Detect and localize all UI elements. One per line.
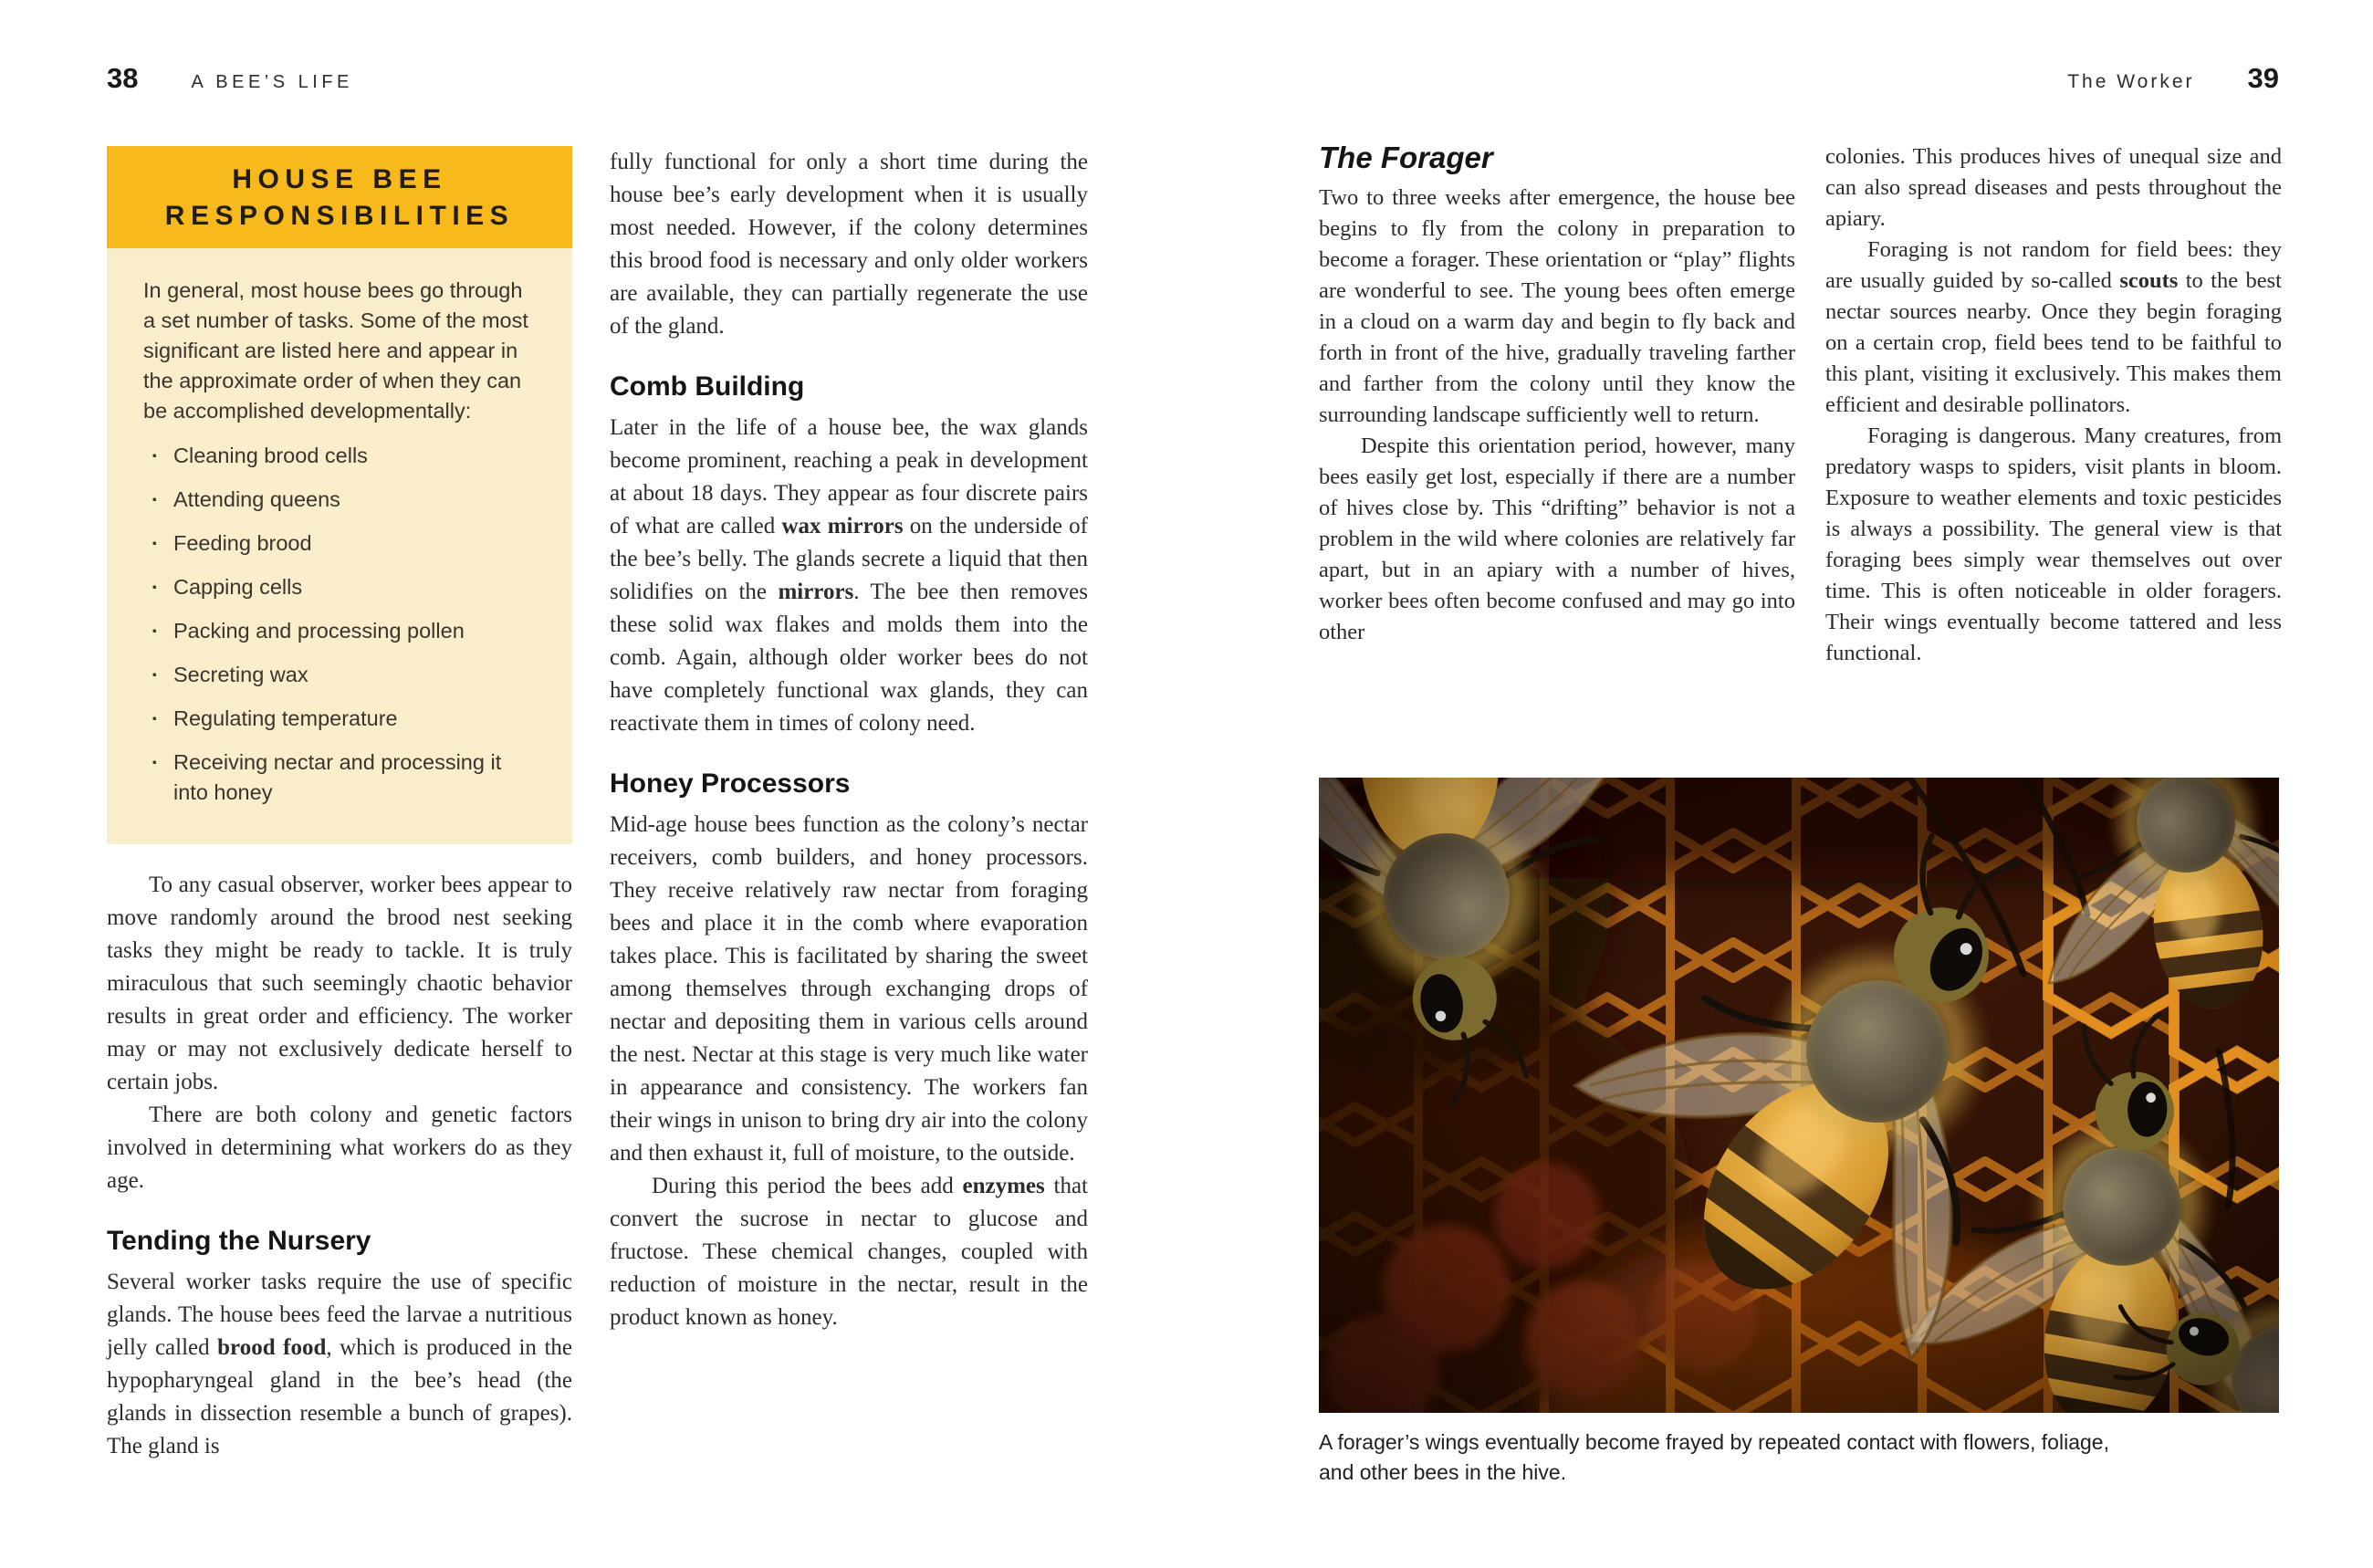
- photo-caption: A forager’s wings eventually become frayed by repeated contact with flowers, foliage, and other bees in the hive.: [1319, 1430, 2109, 1484]
- running-head-left-label: A BEE’S LIFE: [191, 72, 353, 92]
- sidebar-task-list: [143, 441, 536, 808]
- list-item: · Packing and processing pollen: [143, 616, 536, 646]
- sidebar-title-line1: HOUSE BEE: [232, 164, 447, 194]
- body-paragraph: There are both colony and genetic factors involved in determining what workers do as they age.: [107, 1103, 572, 1193]
- sidebar-intro: In general, most house bees go through a set number of tasks. Some of the most significant are listed here and appear in the approximate order of when they can be accomplished developmentally:: [143, 278, 528, 423]
- page-number-left: 38: [107, 62, 139, 94]
- bee-photo: [1319, 778, 2279, 1413]
- list-item: · Regulating temperature: [143, 704, 536, 734]
- page-number-right: 39: [2247, 62, 2279, 94]
- sidebar-title: [107, 146, 572, 248]
- left-column-1: [107, 869, 572, 1463]
- body-paragraph: Despite this orientation period, however, many bees easily get lost, especially if there are a number of hives close by. This “drifting” behavior is not a problem in the wild where colonies are relatively far apart, but in an apiary with a number of hives, worker bees often become confused and may go into other: [1319, 434, 1795, 644]
- body-paragraph: Several worker tasks require the use of specific glands. The house bees feed the larvae a nutritious jelly called brood food, which is produced in the hypopharyngeal gland in the bee’s head (the glands in dissection resemble a bunch of grapes). The gland is: [107, 1270, 572, 1458]
- list-item: · Attending queens: [143, 485, 536, 515]
- list-item: · Secreting wax: [143, 660, 536, 690]
- sidebar-body: [107, 248, 572, 844]
- sidebar-house-bee-responsibilities: [107, 146, 572, 844]
- running-head-right-label: The Worker: [2067, 71, 2195, 92]
- left-column-2: [610, 146, 1088, 1334]
- body-paragraph: Two to three weeks after emergence, the house bee begins to fly from the colony in preparation to become a forager. These orientation or “play” flights are wonderful to see. The young bees often emerge in a cloud on a warm day and begin to fly back and forth in front of the hive, gradually traveling farther and farther from the colony until they know the surrounding landscape sufficiently well to return.: [1319, 185, 1795, 427]
- right-column-1: [1319, 141, 1795, 648]
- running-head-left: [107, 62, 353, 95]
- bee-photo-illustration: [1319, 778, 2279, 1413]
- body-paragraph: Mid-age house bees function as the colony’s nectar receivers, comb builders, and honey processors. They receive relatively raw nectar from foraging bees and place it in the comb where evaporation takes place. This is facilitated by sharing the sweet among themselves through exchanging drops of nectar and depositing them in various cells around the nest. Nectar at this stage is very much like water in appearance and consistency. The workers fan their wings in unison to bring dry air into the colony and then exhaust it, full of moisture, to the outside.: [610, 812, 1088, 1166]
- right-column-2: [1825, 141, 2282, 669]
- body-paragraph: Later in the life of a house bee, the wax glands become prominent, reaching a peak in development at about 18 days. They appear as four discrete pairs of what are called wax mirrors on the underside of the bee’s belly. The glands secrete a liquid that then solidifies on the mirrors. The bee then removes these solid wax flakes and molds them into the comb. Again, although older worker bees do not have completely functional wax glands, they can reactivate them in times of colony need.: [610, 415, 1088, 736]
- section-heading-tending-the-nursery: Tending the Nursery: [107, 1226, 371, 1256]
- list-item: · Cleaning brood cells: [143, 441, 536, 471]
- running-head-right: [2067, 62, 2279, 95]
- body-paragraph: During this period the bees add enzymes that convert the sucrose in nectar to glucose and fructose. These chemical changes, coupled with reduction of moisture in the nectar, result in the product known as honey.: [610, 1174, 1088, 1330]
- list-item: · Receiving nectar and processing it into honey: [143, 747, 536, 808]
- section-heading-honey-processors: Honey Processors: [610, 768, 851, 799]
- list-item: · Capping cells: [143, 572, 536, 602]
- sidebar-title-line2: RESPONSIBILITIES: [164, 201, 515, 231]
- body-paragraph: To any casual observer, worker bees appear to move randomly around the brood nest seeking tasks they might be ready to tackle. It is truly miraculous that such seemingly chaotic behavior results in great order and efficiency. The worker may or may not exclusively dedicate herself to certain jobs.: [107, 873, 572, 1094]
- section-heading-comb-building: Comb Building: [610, 371, 805, 402]
- body-paragraph: Foraging is not random for field bees: they are usually guided by so-called scouts to the best nectar sources nearby. Once they begin foraging on a certain crop, field bees tend to be faithful to this plant, visiting it exclusively. This makes them efficient and desirable pollinators.: [1825, 237, 2282, 417]
- section-heading-the-forager: The Forager: [1319, 141, 1493, 174]
- body-paragraph: colonies. This produces hives of unequal size and can also spread diseases and pests throughout the apiary.: [1825, 144, 2282, 231]
- list-item: · Feeding brood: [143, 528, 536, 559]
- body-paragraph: Foraging is dangerous. Many creatures, from predatory wasps to spiders, visit plants in bloom. Exposure to weather elements and toxic pesticides is always a possibility. The general view is that foraging bees simply wear themselves out over time. This is often noticeable in older foragers. Their wings eventually become tattered and less functional.: [1825, 423, 2282, 665]
- body-paragraph: fully functional for only a short time during the house bee’s early development when it is usually most needed. However, if the colony determines this brood food is necessary and only older workers are available, they can partially regenerate the use of the gland.: [610, 150, 1088, 339]
